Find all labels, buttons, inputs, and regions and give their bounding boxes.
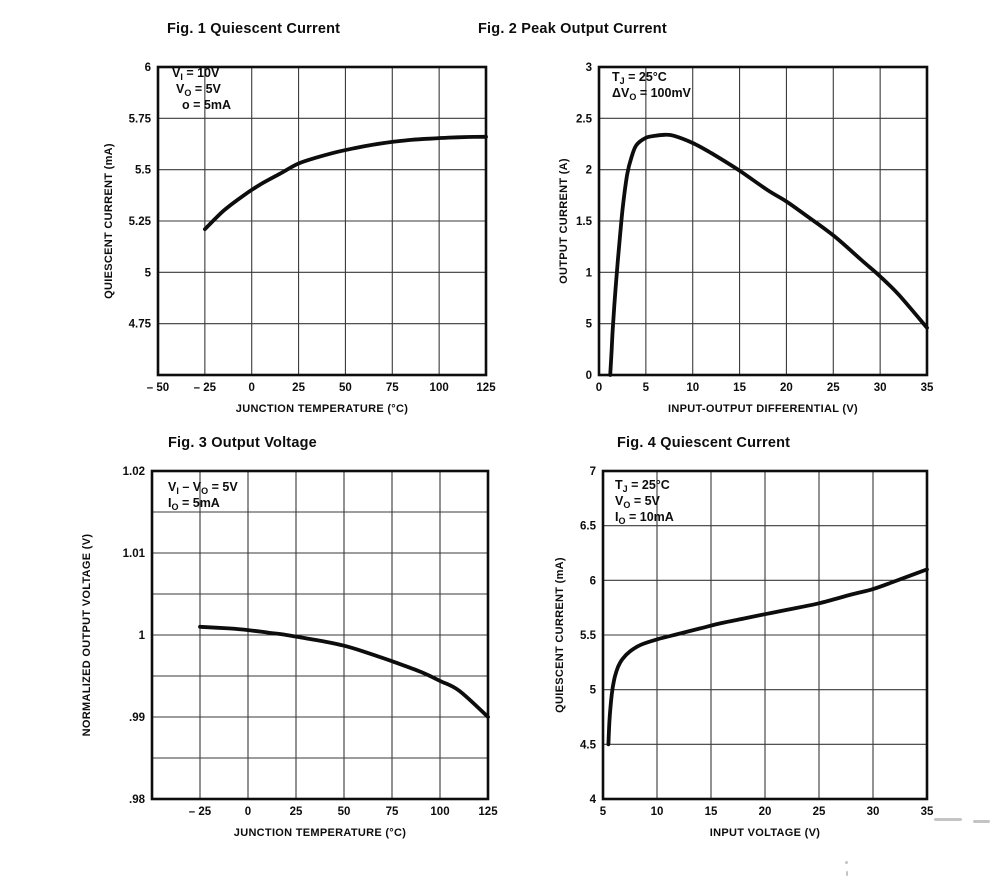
y-tick-label: 5 bbox=[144, 267, 151, 280]
x-tick-label: 125 bbox=[478, 806, 498, 818]
x-tick-label: 0 bbox=[244, 806, 252, 818]
x-axis-title: JUNCTION TEMPERATURE (°C) bbox=[233, 827, 407, 839]
condition-line: $T_J = 25^\circ C$ bbox=[615, 478, 670, 494]
condition-line: $V_I = 10V$ bbox=[172, 66, 220, 82]
condition-line: $V_O = 5V$ bbox=[176, 82, 221, 98]
fig4-curve bbox=[608, 569, 927, 744]
x-tick-label: 35 bbox=[920, 382, 934, 394]
grid-lines bbox=[152, 471, 488, 799]
y-tick-label: 7 bbox=[589, 466, 596, 478]
y-tick-label: 1 bbox=[138, 630, 145, 642]
y-tick-label: 2.5 bbox=[576, 113, 592, 126]
y-tick-label: 1.01 bbox=[122, 548, 145, 560]
x-tick-label: 30 bbox=[873, 382, 887, 394]
y-tick-label: 5.5 bbox=[135, 164, 151, 177]
x-tick-label: 10 bbox=[686, 382, 700, 394]
x-tick-label: 5 bbox=[642, 382, 650, 394]
scan-artifact bbox=[846, 871, 848, 876]
x-tick-label: 75 bbox=[385, 806, 399, 818]
fig1-conditions bbox=[172, 65, 231, 113]
y-tick-label: 6 bbox=[144, 62, 151, 74]
x-tick-label: 25 bbox=[826, 382, 840, 394]
x-tick-label: – 50 bbox=[146, 382, 170, 394]
y-tick-label: 1.5 bbox=[576, 216, 592, 228]
x-tick-label: 20 bbox=[758, 806, 772, 818]
x-tick-label: 35 bbox=[920, 806, 934, 818]
x-tick-label: 100 bbox=[430, 806, 450, 818]
fig2-plot bbox=[558, 62, 934, 415]
condition-line: o = 5mA bbox=[182, 98, 231, 112]
y-tick-label: 5 bbox=[585, 318, 592, 331]
y-tick-label: 3 bbox=[585, 62, 592, 74]
x-tick-label: 15 bbox=[704, 806, 718, 818]
y-tick-label: 5.25 bbox=[128, 216, 151, 228]
fig3-conditions bbox=[168, 479, 238, 511]
y-axis-title: OUTPUT CURRENT (A) bbox=[558, 158, 570, 284]
y-tick-label: 1.02 bbox=[122, 466, 145, 478]
y-tick-label: 1 bbox=[585, 267, 592, 280]
y-tick-label: 4.5 bbox=[580, 739, 596, 752]
condition-line: $I_O = 5mA$ bbox=[168, 496, 220, 512]
fig2-curve bbox=[610, 135, 927, 375]
x-tick-label: 25 bbox=[292, 382, 305, 394]
fig4-title: Fig. 4 Quiescent Current bbox=[617, 435, 791, 451]
x-tick-label: 15 bbox=[733, 382, 746, 394]
x-tick-label: 5 bbox=[599, 806, 607, 818]
x-tick-label: 25 bbox=[812, 806, 826, 818]
condition-line: $T_J = 25^\circ C$ bbox=[612, 70, 667, 86]
y-tick-label: 4 bbox=[589, 794, 596, 806]
fig1-title: Fig. 1 Quiescent Current bbox=[167, 21, 341, 37]
grid-lines bbox=[599, 67, 927, 375]
fig3-title: Fig. 3 Output Voltage bbox=[168, 435, 317, 451]
x-axis-title: INPUT VOLTAGE (V) bbox=[709, 827, 821, 839]
fig3-plot bbox=[81, 466, 498, 839]
scan-artifact bbox=[934, 818, 962, 821]
x-tick-label: 75 bbox=[385, 382, 399, 394]
y-tick-label: .98 bbox=[129, 794, 145, 806]
y-tick-label: 5.5 bbox=[580, 630, 596, 642]
x-tick-label: 125 bbox=[476, 382, 496, 394]
y-tick-label: 5.75 bbox=[128, 113, 151, 126]
fig2-title: Fig. 2 Peak Output Current bbox=[478, 21, 667, 37]
fig4-conditions bbox=[615, 477, 674, 525]
x-tick-label: 0 bbox=[595, 382, 603, 394]
fig1-plot bbox=[103, 62, 496, 415]
condition-line: $V_O = 5V$ bbox=[615, 494, 660, 510]
y-tick-label: .99 bbox=[129, 712, 145, 724]
y-tick-label: 0 bbox=[585, 370, 592, 382]
x-tick-label: 50 bbox=[339, 382, 352, 394]
y-tick-label: 6 bbox=[589, 575, 596, 588]
y-tick-label: 4.75 bbox=[128, 318, 151, 331]
x-tick-label: 20 bbox=[780, 382, 793, 394]
scan-artifact bbox=[845, 861, 848, 864]
condition-line: $\Delta V_O = 100mV$ bbox=[612, 86, 691, 102]
y-tick-label: 5 bbox=[589, 684, 596, 697]
x-tick-label: 50 bbox=[337, 806, 351, 818]
fig4-plot bbox=[554, 466, 934, 839]
x-tick-label: 25 bbox=[289, 806, 303, 818]
scan-artifact bbox=[973, 820, 990, 823]
condition-line: $I_O = 10mA$ bbox=[615, 510, 674, 526]
x-axis-title: INPUT-OUTPUT DIFFERENTIAL (V) bbox=[668, 403, 858, 415]
x-tick-label: 30 bbox=[866, 806, 880, 818]
y-axis-title: NORMALIZED OUTPUT VOLTAGE (V) bbox=[81, 533, 93, 737]
x-tick-label: – 25 bbox=[188, 806, 212, 818]
condition-line: $V_I - V_O = 5V$ bbox=[168, 480, 238, 496]
x-tick-label: – 25 bbox=[193, 382, 217, 394]
fig2-conditions bbox=[612, 69, 691, 101]
y-axis-title: QUIESCENT CURRENT (mA) bbox=[103, 143, 115, 299]
grid-lines bbox=[158, 67, 486, 375]
y-tick-label: 2 bbox=[585, 164, 592, 177]
y-tick-label: 6.5 bbox=[580, 520, 596, 533]
x-tick-label: 0 bbox=[248, 382, 255, 394]
x-axis-title: JUNCTION TEMPERATURE (°C) bbox=[235, 403, 409, 415]
y-axis-title: QUIESCENT CURRENT (mA) bbox=[554, 557, 566, 713]
x-tick-label: 10 bbox=[650, 806, 664, 818]
x-tick-label: 100 bbox=[429, 382, 449, 394]
